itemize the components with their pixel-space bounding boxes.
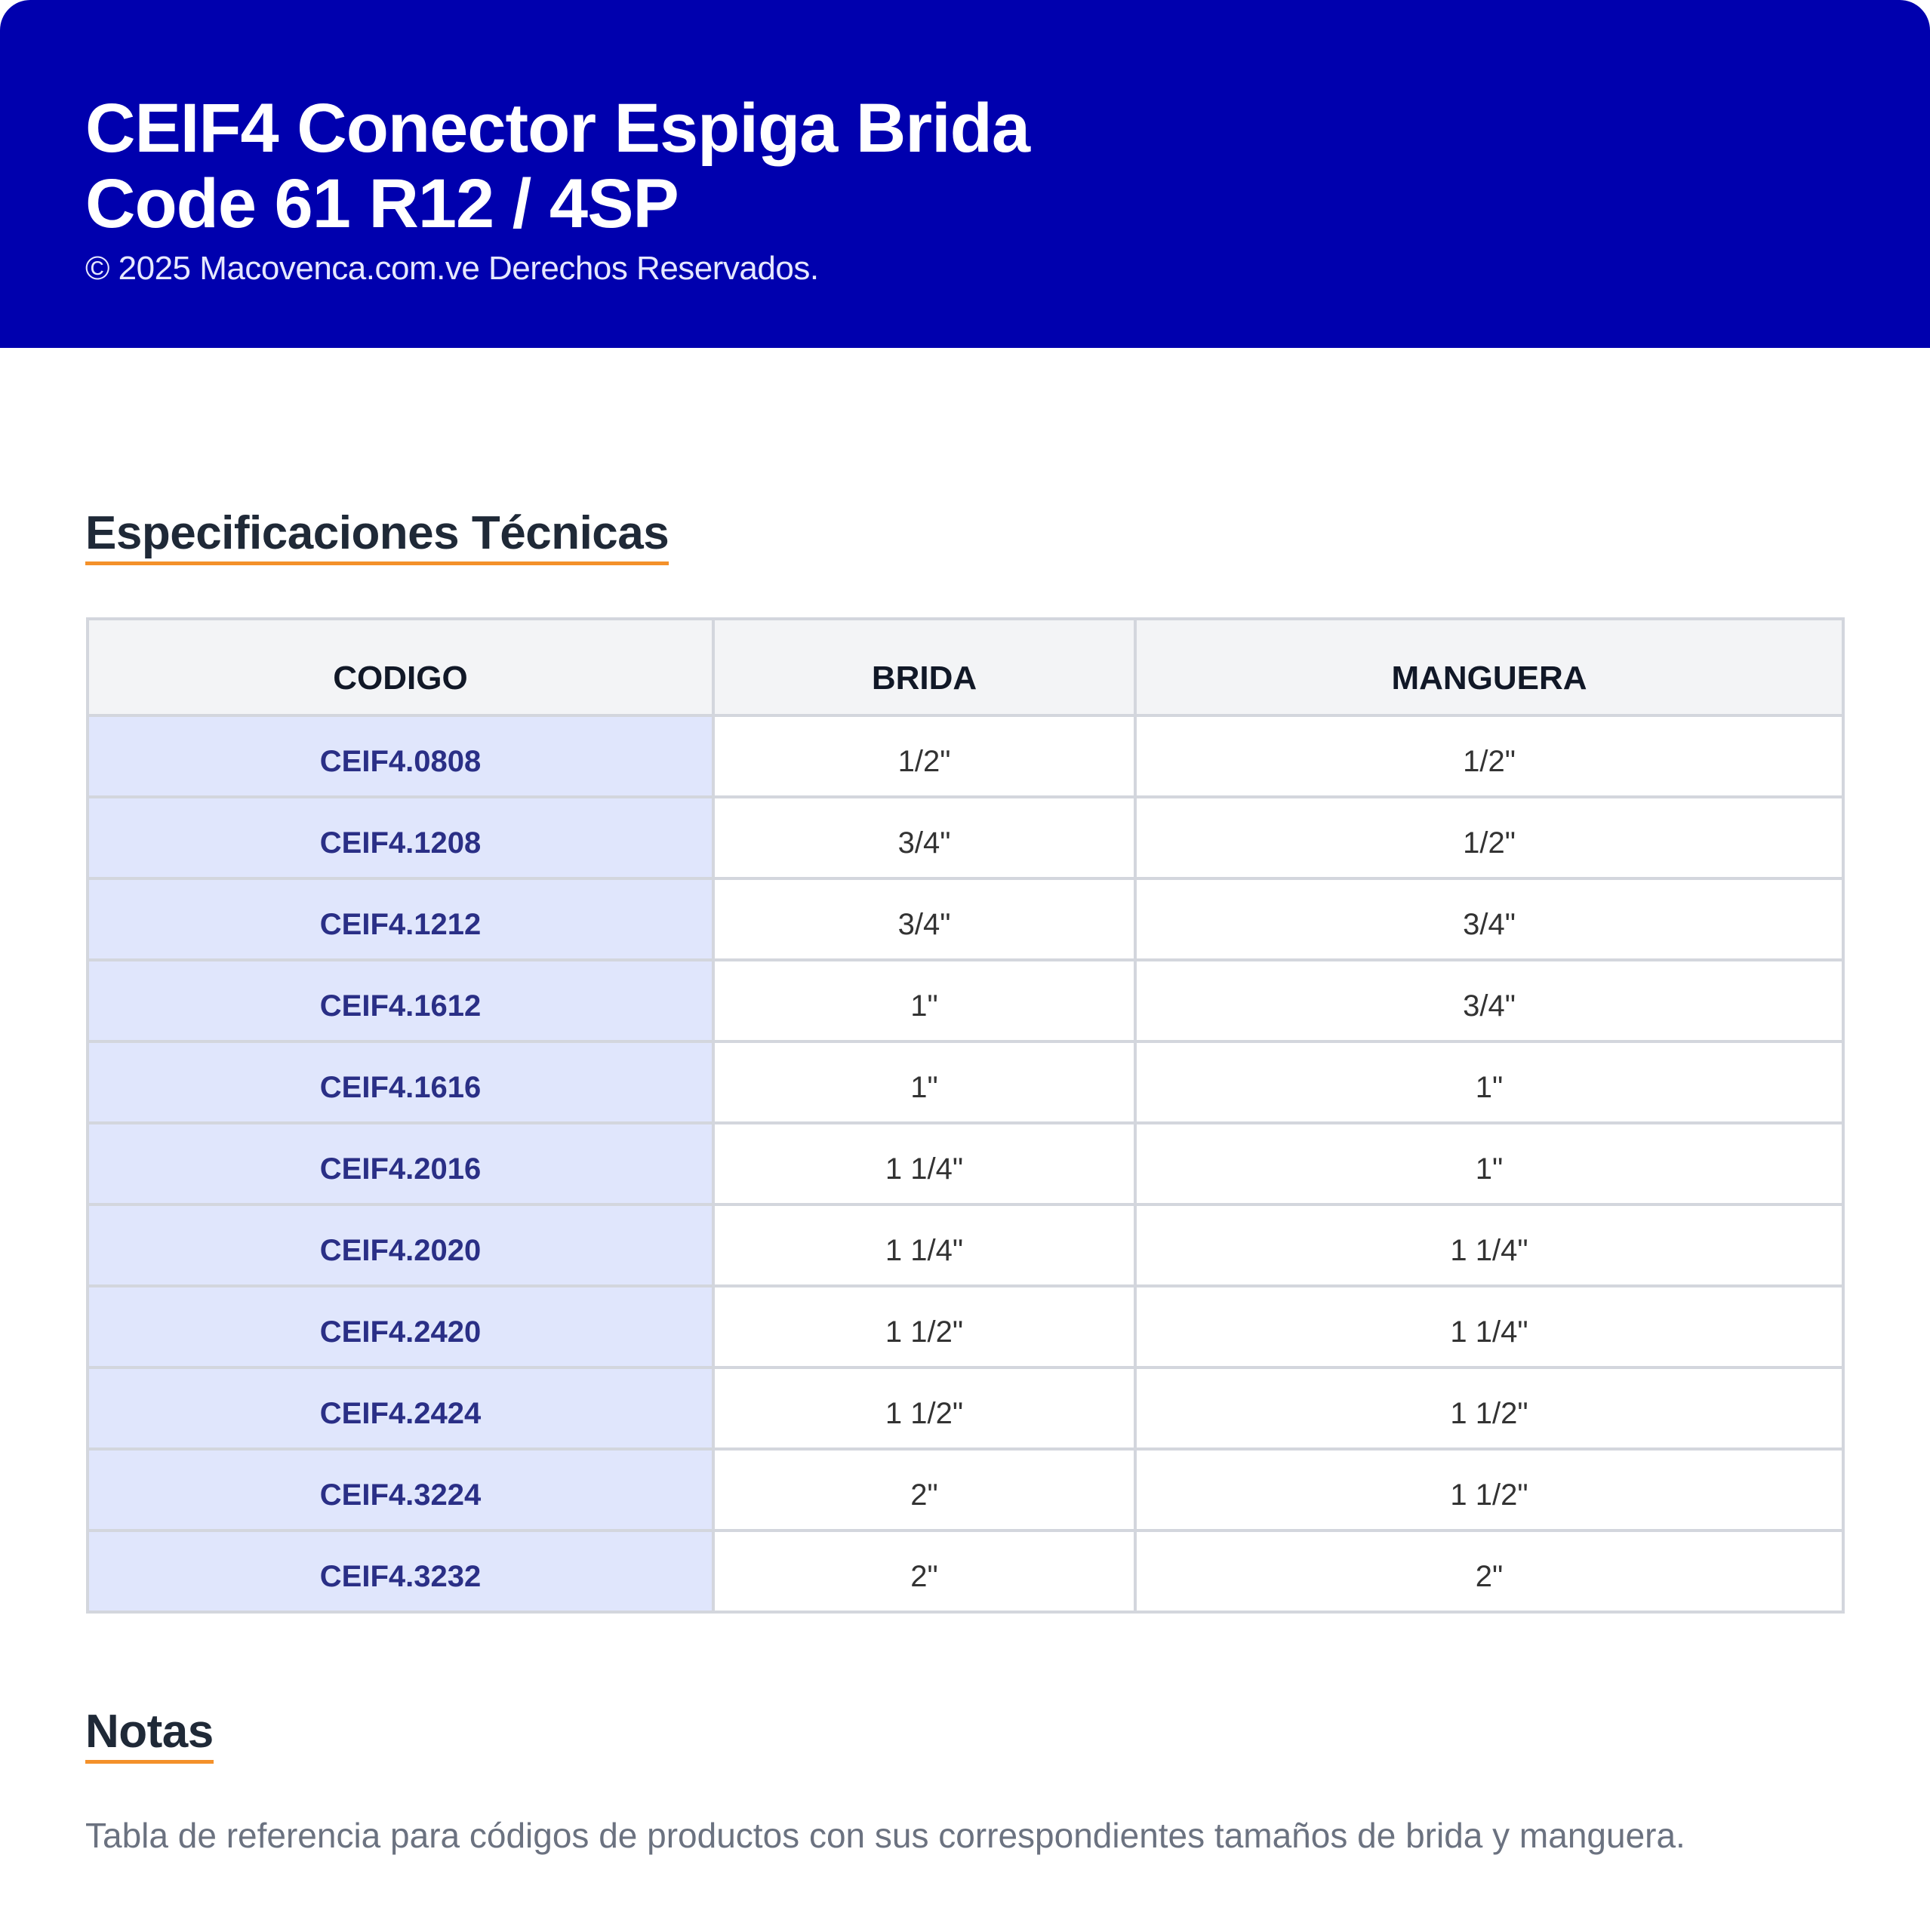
brida-cell: 1" (713, 960, 1135, 1041)
specs-table (86, 617, 1845, 1614)
brida-cell: 2" (713, 1449, 1135, 1531)
table-row (88, 1367, 1843, 1449)
table-header-row (88, 619, 1843, 715)
table-row (88, 878, 1843, 960)
brida-cell: 1/2" (713, 715, 1135, 797)
code-cell: CEIF4.0808 (88, 715, 713, 797)
specs-heading: Especificaciones Técnicas (85, 507, 669, 565)
brida-cell: 1 1/4" (713, 1204, 1135, 1286)
table-row (88, 1123, 1843, 1204)
manguera-cell: 1" (1135, 1041, 1843, 1123)
brida-cell: 3/4" (713, 797, 1135, 878)
manguera-cell: 2" (1135, 1531, 1843, 1612)
code-cell: CEIF4.3224 (88, 1449, 713, 1531)
manguera-cell: 3/4" (1135, 960, 1843, 1041)
table-row (88, 1204, 1843, 1286)
table-row (88, 1286, 1843, 1367)
brida-cell: 2" (713, 1531, 1135, 1612)
manguera-cell: 3/4" (1135, 878, 1843, 960)
manguera-cell: 1/2" (1135, 797, 1843, 878)
code-cell: CEIF4.1616 (88, 1041, 713, 1123)
table-row (88, 1449, 1843, 1531)
manguera-cell: 1 1/4" (1135, 1286, 1843, 1367)
table-row (88, 960, 1843, 1041)
manguera-cell: 1 1/2" (1135, 1449, 1843, 1531)
notes-text: Tabla de referencia para códigos de productos con sus correspondientes tamaños de brida y manguera. (85, 1816, 1685, 1855)
code-cell: CEIF4.1212 (88, 878, 713, 960)
manguera-cell: 1 1/4" (1135, 1204, 1843, 1286)
code-cell: CEIF4.1612 (88, 960, 713, 1041)
code-cell: CEIF4.3232 (88, 1531, 713, 1612)
page-title-line-1: CEIF4 Conector Espiga Brida (85, 90, 1030, 167)
table-row (88, 1531, 1843, 1612)
notes-heading: Notas (85, 1706, 214, 1764)
code-cell: CEIF4.2016 (88, 1123, 713, 1204)
header-banner (0, 0, 1930, 348)
brida-cell: 1 1/2" (713, 1367, 1135, 1449)
code-cell: CEIF4.2420 (88, 1286, 713, 1367)
page-title-line-2: Code 61 R12 / 4SP (85, 165, 679, 242)
code-cell: CEIF4.1208 (88, 797, 713, 878)
column-header-brida: BRIDA (713, 619, 1135, 715)
code-cell: CEIF4.2424 (88, 1367, 713, 1449)
brida-cell: 1 1/4" (713, 1123, 1135, 1204)
manguera-cell: 1/2" (1135, 715, 1843, 797)
manguera-cell: 1" (1135, 1123, 1843, 1204)
column-header-manguera: MANGUERA (1135, 619, 1843, 715)
code-cell: CEIF4.2020 (88, 1204, 713, 1286)
table-row (88, 715, 1843, 797)
brida-cell: 1 1/2" (713, 1286, 1135, 1367)
table-row (88, 1041, 1843, 1123)
brida-cell: 1" (713, 1041, 1135, 1123)
copyright-text: © 2025 Macovenca.com.ve Derechos Reservados. (85, 250, 819, 287)
manguera-cell: 1 1/2" (1135, 1367, 1843, 1449)
brida-cell: 3/4" (713, 878, 1135, 960)
column-header-codigo: CODIGO (88, 619, 713, 715)
table-row (88, 797, 1843, 878)
